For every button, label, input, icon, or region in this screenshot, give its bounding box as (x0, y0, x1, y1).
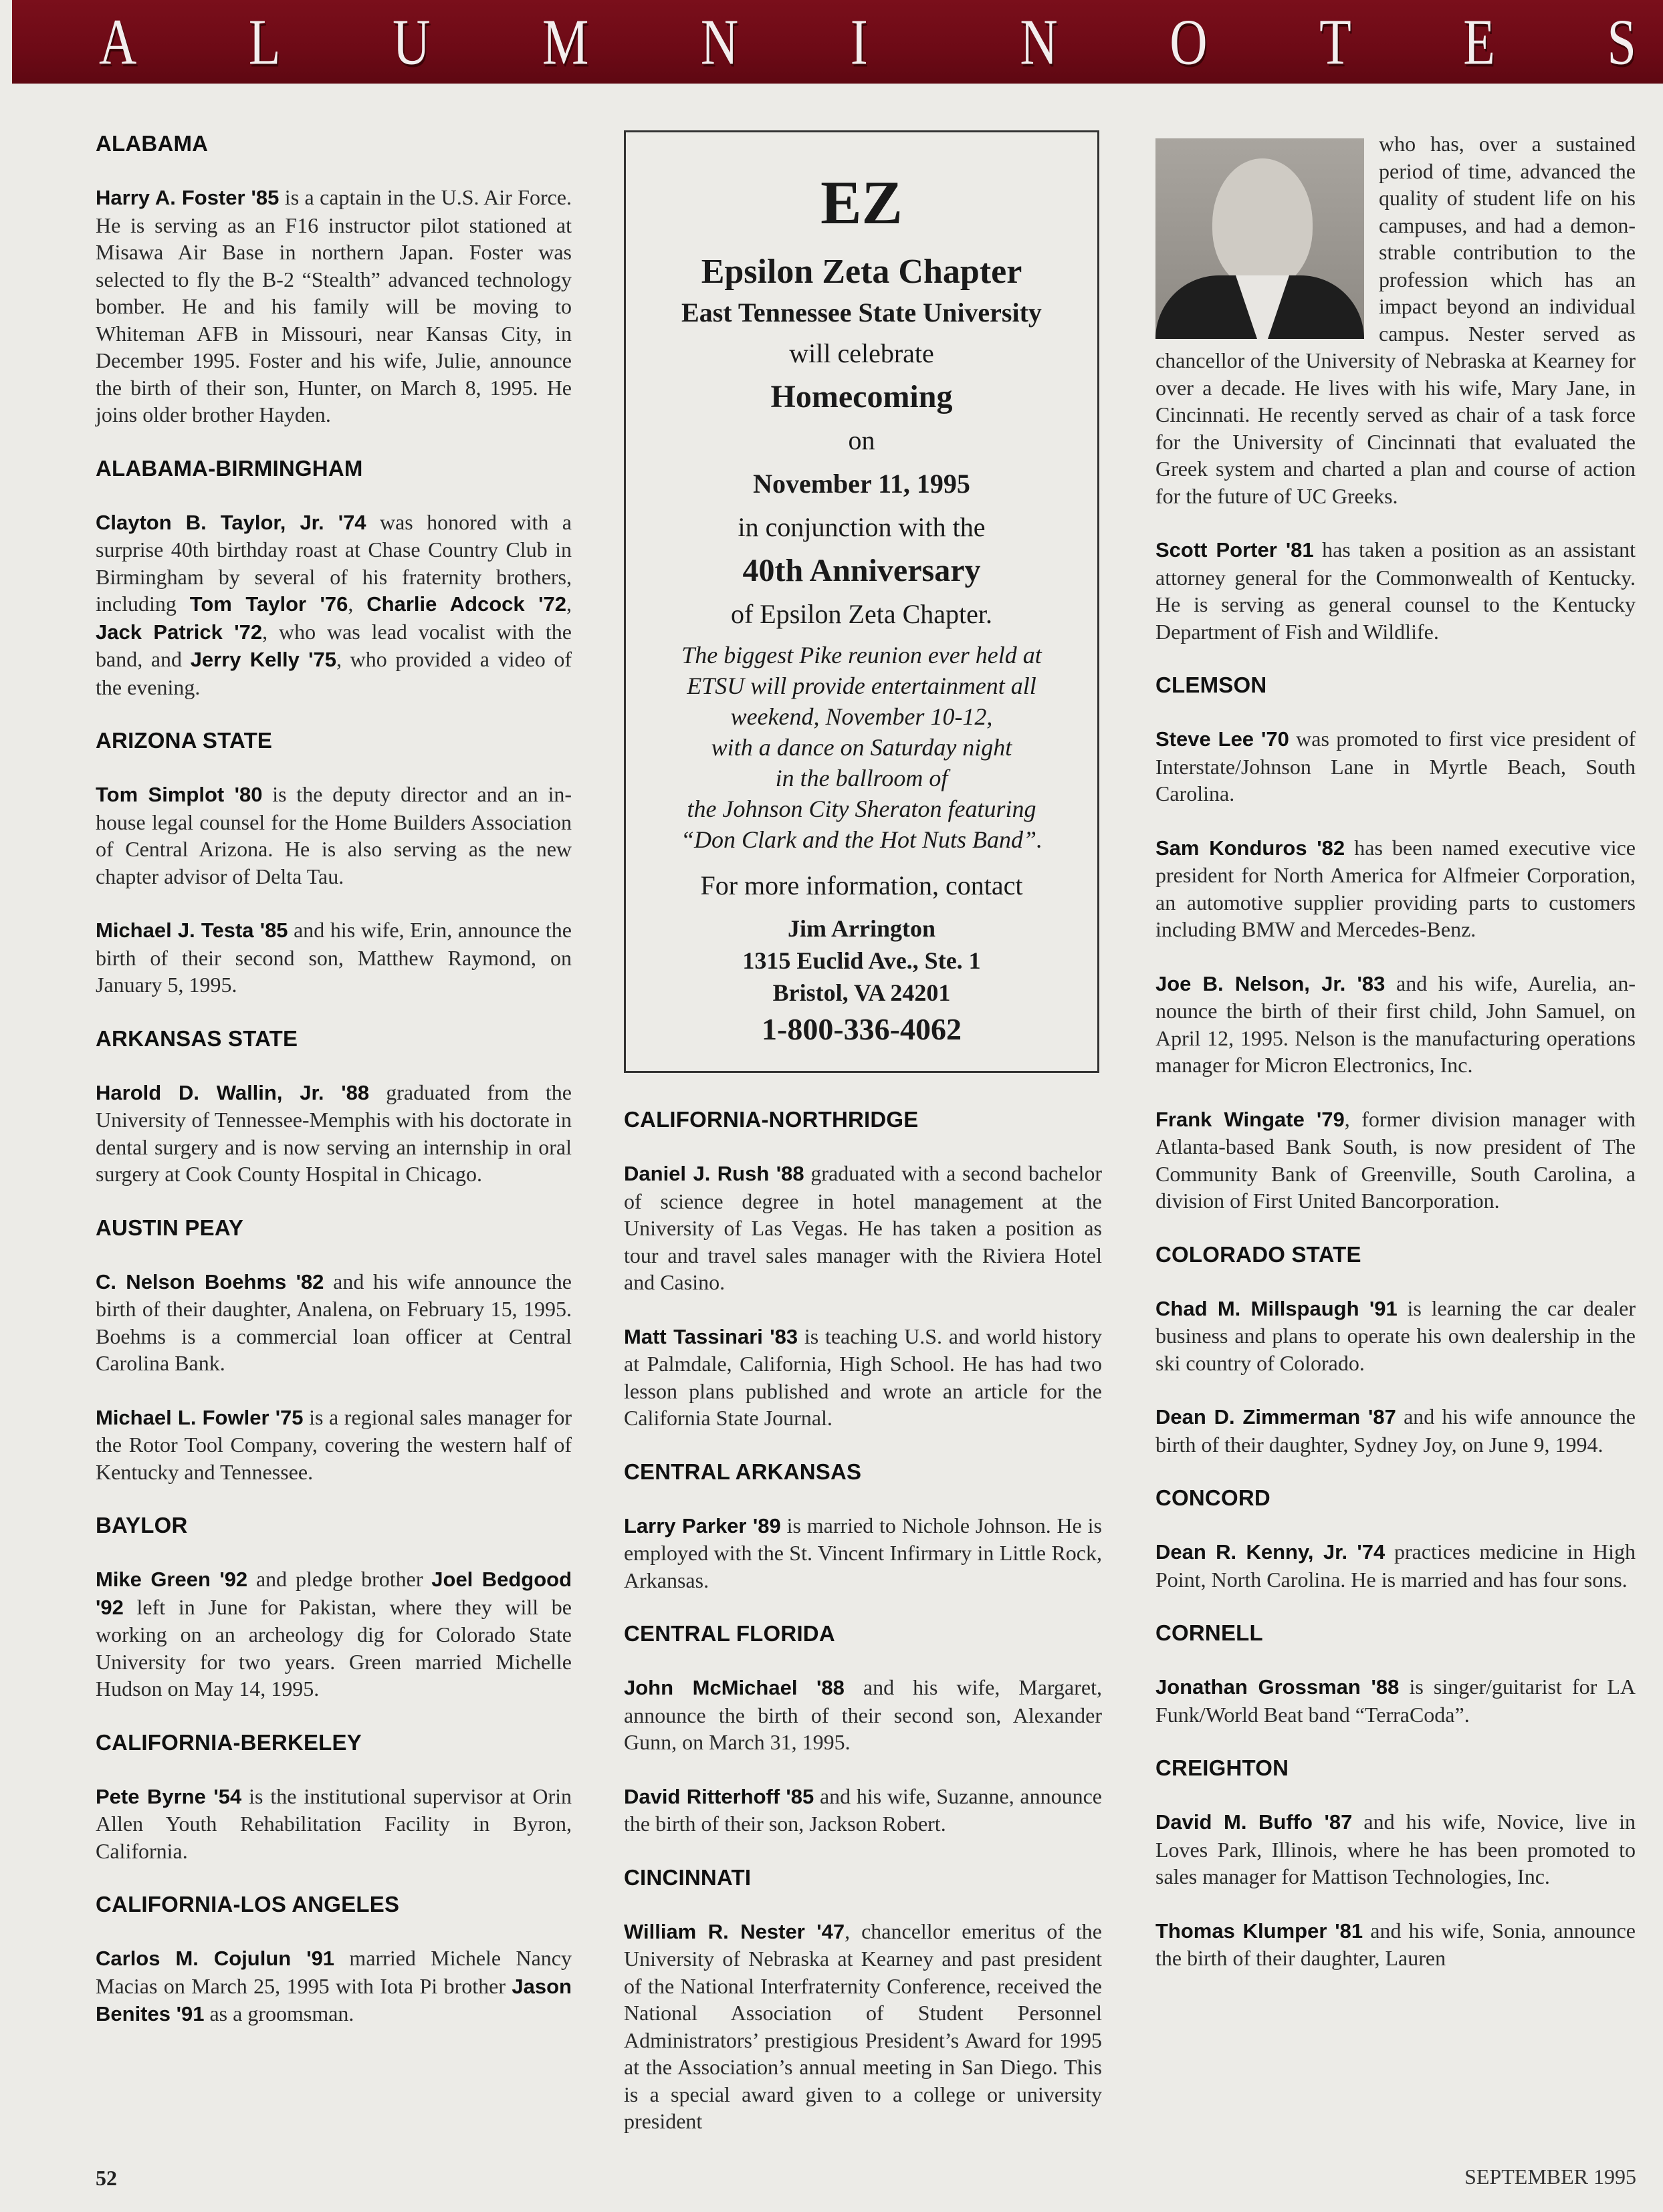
chapter-heading: CENTRAL ARKANSAS (624, 1459, 862, 1484)
alumni-note: Steve Lee '70 was promoted to first vice president of Interstate/Johnson Lane in Myrtle Beach, South Carolina. (1155, 727, 1636, 806)
alumni-note: Chad M. Millspaugh '91 is learning the car dealer business and plans to operate his own dealership in the ski country of Colorado. (1155, 1296, 1636, 1375)
issue-date: SEPTEMBER 1995 (1464, 2165, 1636, 2189)
chapter-heading: ARIZONA STATE (96, 728, 273, 753)
chapter-heading: CREIGHTON (1155, 1755, 1289, 1780)
alumni-note: Harold D. Wallin, Jr. '88 graduated from the University of Tennessee-Memphis with his doctorate in dental surgery and is now serving an internship in oral surgery at Cook County Hospital in Chicago. (96, 1080, 572, 1186)
ad-phone-number: 1-800-336-4062 (762, 1012, 962, 1046)
alumni-note: Michael L. Fowler '75 is a regional sales manager for the Rotor Tool Company, covering the western half of Kentucky and Tennessee. (96, 1404, 572, 1484)
portrait-photo (1155, 138, 1364, 339)
ad-info-line: For more information, contact (700, 870, 1023, 900)
ad-contact-address: 1315 Euclid Ave., Ste. 1 (742, 947, 981, 974)
banner-letter: A (99, 5, 137, 78)
alumni-note: Sam Konduros '82 has been named executive vice president for North America for Alfmeier Corporation, an automotive supplier providing parts to customers including BMW and Mercedes-Benz. (1155, 835, 1636, 941)
alumni-note: Thomas Klumper '81 and his wife, Sonia, announce the birth of their daughter, Lauren (1155, 1918, 1636, 1970)
chapter-heading: CALIFORNIA-LOS ANGELES (96, 1892, 400, 1917)
alumni-note: David M. Buffo '87 and his wife, Novice, live in Loves Park, Illinois, where he has been promoted to sales manager for Mattison Technologies, Inc. (1155, 1810, 1636, 1888)
banner-letter: T (1319, 5, 1351, 78)
banner-letter: U (393, 5, 431, 78)
ad-contact-city: Bristol, VA 24201 (772, 979, 951, 1006)
page-number: 52 (96, 2166, 117, 2190)
chapter-heading: ALABAMA-BIRMINGHAM (96, 455, 363, 481)
ad-event-date: November 11, 1995 (753, 469, 970, 499)
chapter-heading: ARKANSAS STATE (96, 1025, 298, 1051)
column-right (1155, 130, 1636, 1972)
ad-anniversary: 40th Anniversary (742, 553, 981, 588)
alumni-note: Larry Parker '89 is married to Nichole Johnson. He is employed with the St. Vincent Infirmary in Little Rock, Arkansas. (624, 1513, 1102, 1592)
ad-text: of Epsilon Zeta Chapter. (730, 599, 992, 629)
alumni-note: Jonathan Grossman '88 is singer/guitarist for LA Funk/World Beat band “TerraCoda”. (1155, 1675, 1636, 1727)
alumni-note: Carlos M. Cojulun '91 married Michele Nancy Macias on March 25, 1995 with Iota Pi brother Jason Benites '91 as a groomsman. (96, 1946, 572, 2025)
alumni-note: Dean R. Kenny, Jr. '74 practices medicine in High Point, North Carolina. He is married and has four sons. (1155, 1540, 1636, 1592)
ad-text: on (848, 425, 875, 455)
alumni-note: Mike Green '92 and pledge brother Joel Bedgood '92 left in June for Pakistan, where they will be working on an archeology dig for Colorado State University for two years. Green married Michelle Hudson on May 14, 1995. (96, 1567, 572, 1701)
banner-letter: O (1170, 5, 1208, 78)
ad-university: East Tennessee State University (681, 297, 1042, 328)
banner-letter: N (700, 5, 739, 78)
ad-chapter-name: Epsilon Zeta Chapter (701, 253, 1022, 291)
alumni-note: Michael J. Testa '85 and his wife, Erin, announce the birth of their second son, Matthew Raymond, on January 5, 1995. (96, 918, 572, 997)
alumni-note: Scott Porter '81 has taken a position as an assistant attorney general for the Commonwealth of Kentucky. He is serving as general counsel to the Kentucky Department of Fish and Wildlife. (1155, 537, 1636, 644)
alumni-note: David Ritterhoff '85 and his wife, Suzanne, announce the birth of their son, Jackson Robert. (624, 1784, 1103, 1836)
banner-letter: N (1020, 5, 1058, 78)
alumni-note: Daniel J. Rush '88 graduated with a second bachelor of science degree in hotel management at the University of Las Vegas. He has taken a position as tour and travel sales manager with the Riviera Hotel and Casino. (624, 1161, 1103, 1294)
chapter-heading: CENTRAL FLORIDA (624, 1621, 835, 1646)
chapter-heading: CINCINNATI (624, 1864, 752, 1890)
banner-letter: L (248, 5, 281, 78)
chapter-heading: AUSTIN PEAY (96, 1215, 244, 1240)
alumni-note: William R. Nester '47, chancellor emeritus of the University of Nebraska at Kearney and past president of the National Interfraternity Conference, received the National Association of Student Personnel Administrators’ prestigious President’s Award for 1995 at the Association’s annual meeting in San Diego. This is a special award given to a college or university president (624, 1919, 1103, 2133)
alumni-note: Clayton B. Taylor, Jr. '74 was honored with a surprise 40th birthday roast at Chase Country Club in Birmingham by several of his fraternity brothers, including Tom Taylor '76, Charlie Adcock '72, Jack Patrick '72, who was lead vocalist with the band, and Jerry Kelly '75, who provided a video of the evening. (96, 509, 572, 699)
chapter-letters-logo: EZ (820, 168, 903, 237)
chapter-heading: COLORADO STATE (1155, 1241, 1361, 1267)
alumni-note-continued: who has, over a sustained period of time, advanced the quality of student life on his campuses, and had a demonstrable contribution to the profession which has an impact beyond an individual campus. Nester served as chancellor of the University of Nebraska at Kearney for over a decade. He lives with his wife, Mary Jane, in Cincinnati. He recently served as chair of a task force for the University of Cincinnati that evaluated the Greek system and charted a plan and course of action for the future of UC Greeks. (1155, 132, 1636, 508)
alumni-note: Matt Tassinari '83 is teaching U.S. and world history at Palmdale, California, High School. He has had two lesson plans published and wrote an article for the California State Journal. (624, 1324, 1102, 1430)
ad-text: will celebrate (789, 338, 934, 368)
banner-letter: S (1607, 5, 1636, 78)
alumni-note: Harry A. Foster '85 is a captain in the U.S. Air Force. He is serving as an F16 instructor pilot stationed at Misawa Air Base in northern Japan. Foster was selected to fly the B-2 “Stealth” advanced technology bomber. He and his family will be moving to Whiteman AFB in Missouri, near Kansas City, in December 1995. Foster and his wife, Julie, announce the birth of their son, Hunter, on March 8, 1995. He joins older brother Hayden. (96, 185, 572, 426)
chapter-heading: CORNELL (1155, 1620, 1263, 1645)
chapter-heading: CALIFORNIA-BERKELEY (96, 1729, 362, 1755)
ad-text: in conjunction with the (738, 512, 986, 542)
alumni-note: Dean D. Zimmerman '87 and his wife announce the birth of their daughter, Sydney Joy, on June 9, 1994. (1155, 1404, 1636, 1457)
banner-letter: E (1463, 5, 1495, 78)
chapter-heading: CONCORD (1155, 1485, 1270, 1510)
chapter-heading: CALIFORNIA-NORTHRIDGE (624, 1107, 919, 1132)
ad-event-details: The biggest Pike reunion ever held at ETSU will provide entertainment all weekend, November 10-12, with a dance on Saturday night in the ballroom of the Johnson City Sheraton featuring “Don Clark and the Hot Nuts Band”. (680, 642, 1043, 853)
alumni-note: Frank Wingate '79, former division manager with Atlanta-based Bank South, is now president of The Community Bank of Greenville, South Carolina, a division of First United Bancorporation. (1155, 1106, 1636, 1213)
portrait-head-shape (1212, 158, 1313, 289)
chapter-heading: CLEMSON (1155, 672, 1267, 697)
alumni-note: Tom Simplot '80 is the deputy director and an in-house legal counsel for the Home Builders Association of Central Arizona. He is also serving as the new chapter advisor of Delta Tau. (96, 782, 572, 888)
column-left (96, 130, 572, 2028)
banner-letter: M (542, 5, 589, 78)
homecoming-announcement-box (624, 130, 1099, 1073)
chapter-heading: BAYLOR (96, 1513, 188, 1538)
ad-event-title: Homecoming (770, 379, 953, 414)
section-banner (12, 0, 1663, 84)
alumni-note: Pete Byrne '54 is the institutional supervisor at Orin Allen Youth Rehabilitation Facility in Byron, California. (96, 1784, 572, 1863)
column-middle (624, 130, 1102, 2135)
banner-letter: I (850, 5, 868, 78)
chapter-heading: ALABAMA (96, 131, 209, 156)
ad-contact-name: Jim Arrington (788, 915, 935, 942)
alumni-note: Joe B. Nelson, Jr. '83 and his wife, Aurelia, announce the birth of their first child, John Samuel, on April 12, 1995. Nelson is the manufacturing operations manager for Micron Electronics, Inc. (1155, 971, 1636, 1077)
alumni-note: C. Nelson Boehms '82 and his wife announce the birth of their daughter, Analena, on February 15, 1995. Boehms is a commercial loan officer at Central Carolina Bank. (96, 1269, 572, 1375)
alumni-note: John McMichael '88 and his wife, Margaret, announce the birth of their second son, Alexander Gunn, on March 31, 1995. (624, 1675, 1102, 1754)
